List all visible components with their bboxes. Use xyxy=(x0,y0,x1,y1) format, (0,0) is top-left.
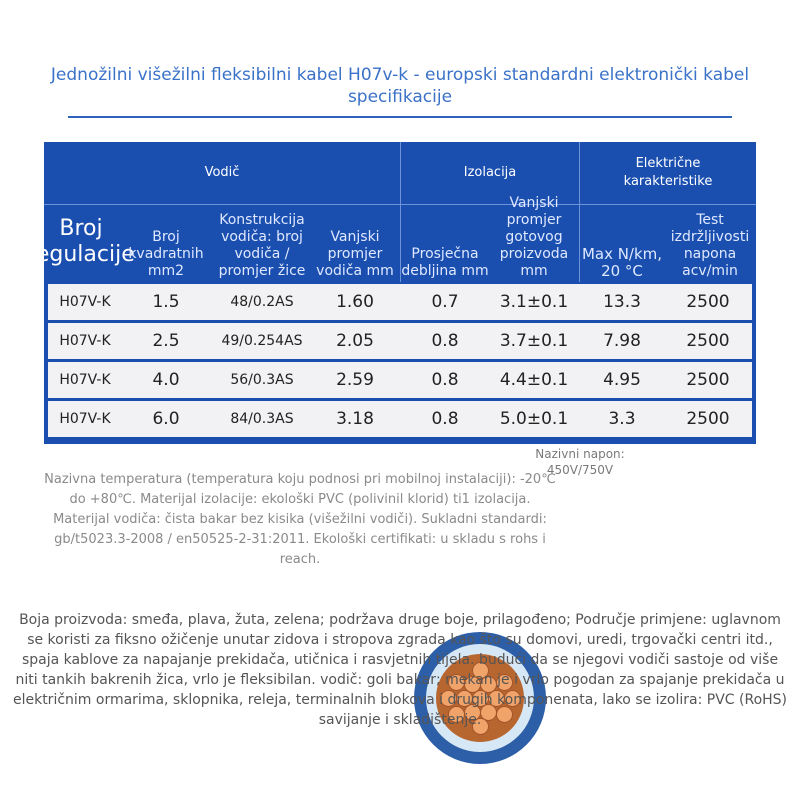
cell-max: 3.3 xyxy=(608,409,636,429)
col-header-presjek: Broj kvadratnih mm2 xyxy=(128,229,204,279)
cell-debljina: 0.7 xyxy=(431,292,459,312)
cell-promjer-proizvoda: 3.7±0.1 xyxy=(499,331,569,351)
cell-test-napona: 2500 xyxy=(686,331,730,351)
table-row xyxy=(48,323,752,359)
cell-promjer-vodica: 1.60 xyxy=(336,292,374,312)
group-izolacija: Izolacija xyxy=(463,165,517,180)
col-header-debljina: Prosječna debljina mm xyxy=(401,246,489,279)
cell-debljina: 0.8 xyxy=(431,370,459,390)
col-header-vanjski-promjer-proizvoda: Vanjski promjer gotovog proizvoda mm xyxy=(499,195,569,279)
title-divider xyxy=(68,116,732,118)
cell-promjer-proizvoda: 5.0±0.1 xyxy=(499,409,569,429)
table-row xyxy=(48,362,752,398)
col-header-vanjski-promjer-vodica: Vanjski promjer vodiča mm xyxy=(316,229,394,279)
cell-konstrukcija: 48/0.2AS xyxy=(230,294,294,310)
cell-model: H07V-K xyxy=(59,411,111,427)
table-row xyxy=(48,284,752,320)
product-description: Boja proizvoda: smeđa, plava, žuta, zelena; podržava druge boje, prilagođeno; Područje primjene: uglavnom se koristi za fiksno ožičenje unutar zidova i stropova zgrada kao što su domovi, uredi, trgovački centri itd., spaja kablove za napajanje prekidača, utičnica i rasvjetnih tijela. budući da se njegovi vodiči sastoje od više niti tankih bakrenih žica, vrlo je fleksibilan. vodič: goli bakar; mekan je i vrlo pogodan za spajanje prekidača u električnim ormarima, sklopnika, releja, terminalnih blokova i drugih komponenata, lako se izolira: PVC (RoHS) savijanje i skladištenje. xyxy=(12,612,788,728)
cell-konstrukcija: 84/0.3AS xyxy=(230,411,294,427)
nazivni-napon-value: 450V/750V xyxy=(546,463,614,477)
cell-model: H07V-K xyxy=(59,372,111,388)
cell-max: 4.95 xyxy=(603,370,641,390)
col-header-broj-regulacije: Broj regulacije xyxy=(27,216,135,267)
cell-max: 7.98 xyxy=(603,331,641,351)
cell-konstrukcija: 56/0.3AS xyxy=(230,372,294,388)
cell-debljina: 0.8 xyxy=(431,331,459,351)
col-header-max: Max N/km, 20 °C xyxy=(581,245,663,280)
cell-model: H07V-K xyxy=(59,333,111,349)
spec-note: Nazivna temperatura (temperatura koju podnosi pri mobilnoj instalaciji): -20℃ do +80℃. Materijal izolacije: ekološki PVC (polivinil klorid) ti1 izolacija. Materijal vodiča: čista bakar bez kisika (višežilni vodiči). Sukladni standardi: gb/t5023.3-2008 / en50525-2-31:2011. Ekološki certifikati: u skladu s rohs i reach. xyxy=(44,472,556,567)
cell-test-napona: 2500 xyxy=(686,292,730,312)
spec-table xyxy=(27,142,756,444)
cell-test-napona: 2500 xyxy=(686,370,730,390)
cell-promjer-vodica: 2.05 xyxy=(336,331,374,351)
cell-presjek: 2.5 xyxy=(152,331,180,351)
group-vodic: Vodič xyxy=(204,165,240,180)
cell-promjer-vodica: 3.18 xyxy=(336,409,374,429)
cell-konstrukcija: 49/0.254AS xyxy=(221,333,303,349)
title-line-2: specifikacije xyxy=(347,87,453,107)
cell-promjer-proizvoda: 4.4±0.1 xyxy=(499,370,569,390)
cell-presjek: 1.5 xyxy=(152,292,180,312)
page-title xyxy=(0,64,800,108)
cell-test-napona: 2500 xyxy=(686,409,730,429)
cell-promjer-vodica: 2.59 xyxy=(336,370,374,390)
cell-presjek: 4.0 xyxy=(152,370,180,390)
nazivni-napon-label: Nazivni napon: xyxy=(535,447,625,461)
cell-max: 13.3 xyxy=(603,292,641,312)
title-line-1: Jednožilni višežilni fleksibilni kabel H07v-k - europski standardni elektronički kabel xyxy=(50,65,750,85)
col-header-test-napona: Test izdržljivosti napona acv/min xyxy=(670,212,750,279)
col-header-konstrukcija: Konstrukcija vodiča: broj vodiča / promjer žice xyxy=(218,212,306,279)
cell-presjek: 6.0 xyxy=(152,409,180,429)
cell-model: H07V-K xyxy=(59,294,111,310)
table-row xyxy=(48,401,752,437)
cell-debljina: 0.8 xyxy=(431,409,459,429)
cell-promjer-proizvoda: 3.1±0.1 xyxy=(499,292,569,312)
group-elektricne: Električne karakteristike xyxy=(623,156,713,189)
